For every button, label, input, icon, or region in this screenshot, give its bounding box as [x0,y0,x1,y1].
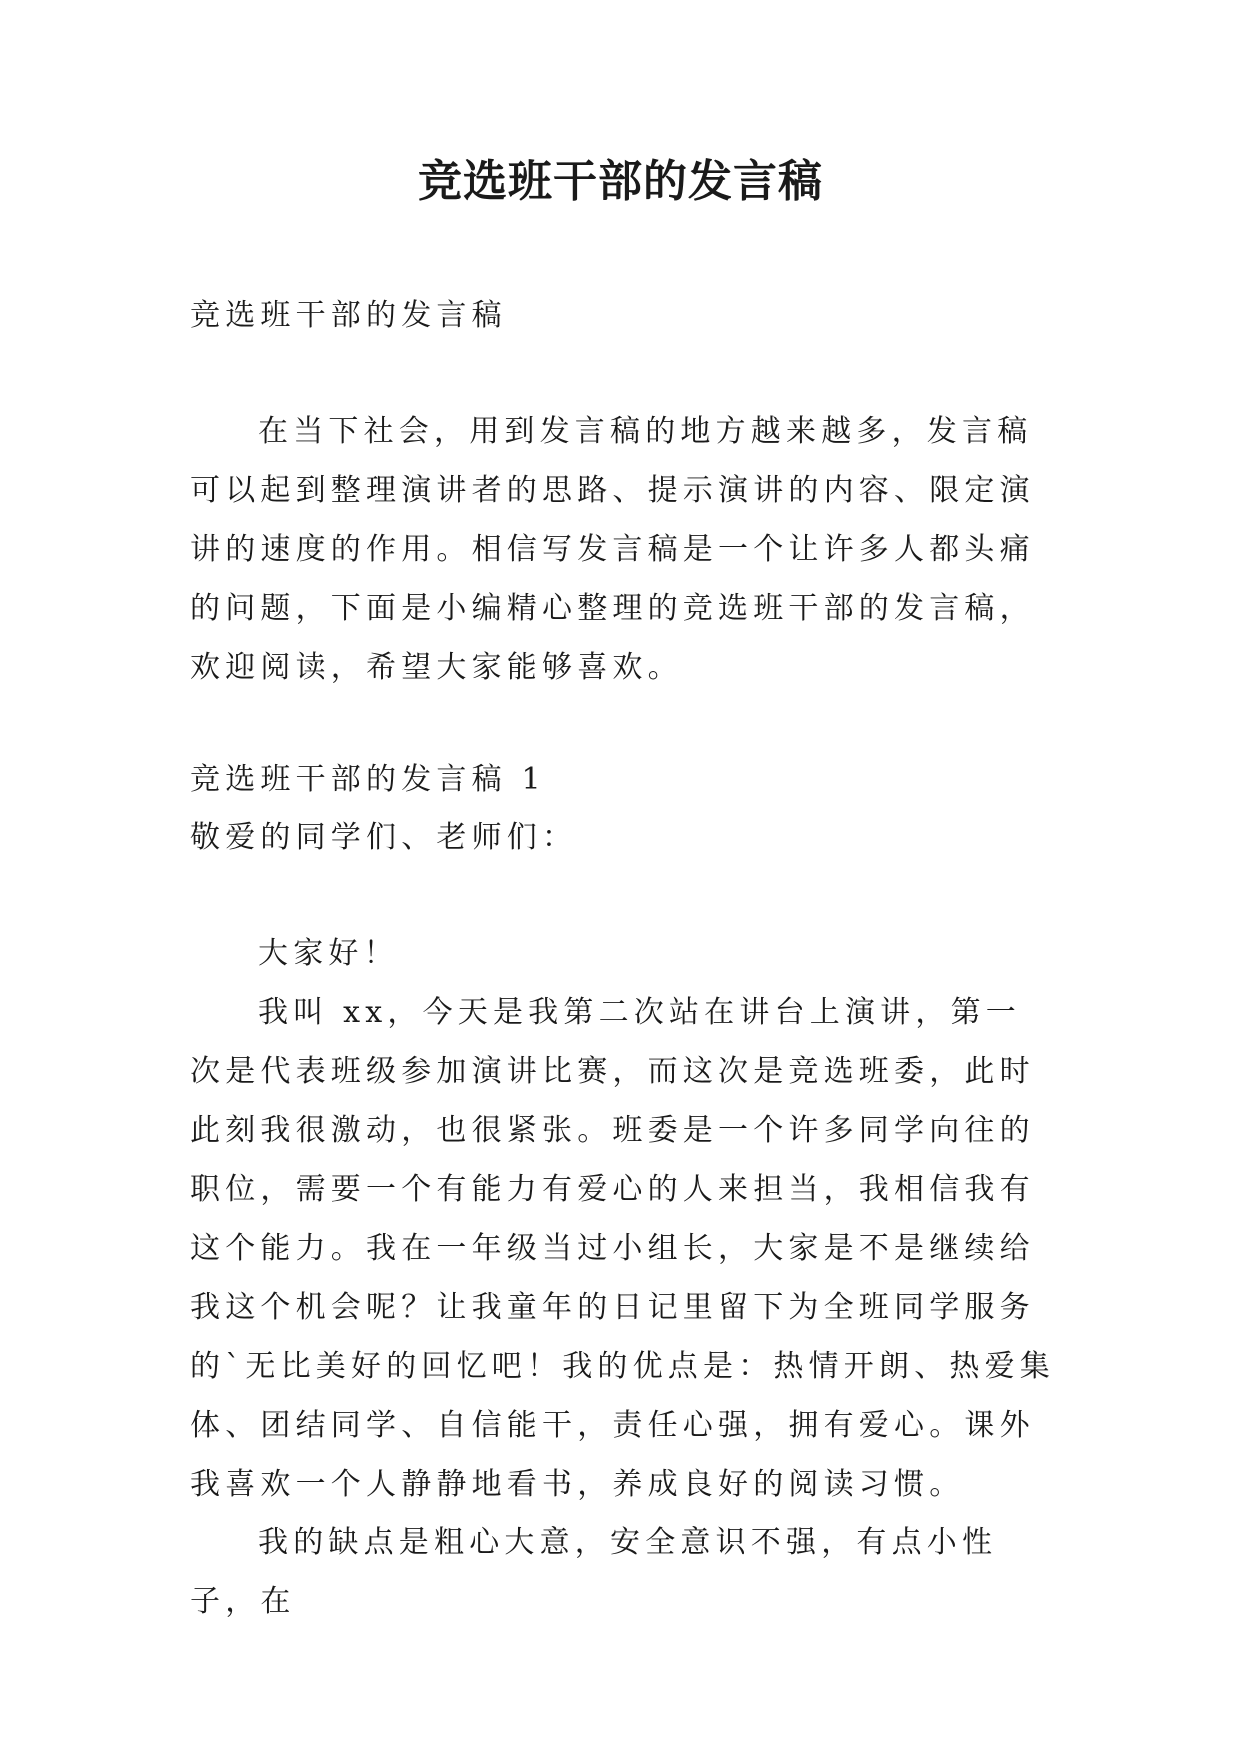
document-subtitle [190,286,1056,345]
speech-title-text: 竞选班干部的发言稿 1 [190,762,546,797]
greeting [190,924,1056,983]
intro-paragraph [190,402,1056,697]
body-paragraph-2 [190,1513,1056,1631]
speech-heading [190,750,1056,809]
salutation-text: 敬爱的同学们、老师们： [190,820,578,855]
document-title: 竞选班干部的发言稿 [418,156,823,207]
subtitle-text: 竞选班干部的发言稿 [190,298,507,333]
intro-text: 在当下社会，用到发言稿的地方越来越多，发言稿可以起到整理演讲者的思路、提示演讲的内容、限定演讲的速度的作用。相信写发言稿是一个让许多人都头痛的问题，下面是小编精心整理的竞选班干部的发言稿，欢迎阅读，希望大家能够喜欢。 [190,414,1035,685]
body-paragraph-1 [190,983,1056,1514]
greeting-text: 大家好！ [258,936,399,971]
salutation [190,808,1056,867]
paragraph-1-text: 我叫 xx，今天是我第二次站在讲台上演讲，第一次是代表班级参加演讲比赛，而这次是竞选班委，此时此刻我很激动，也很紧张。班委是一个许多同学向往的职位，需要一个有能力有爱心的人来担当，我相信我有这个能力。我在一年级当过小组长，大家是不是继续给我这个机会呢？让我童年的日记里留下为全班同学服务的`无比美好的回忆吧！我的优点是：热情开朗、热爱集体、团结同学、自信能干，责任心强，拥有爱心。课外我喜欢一个人静静地看书，养成良好的阅读习惯。 [190,995,1055,1502]
paragraph-2-text: 我的缺点是粗心大意，安全意识不强，有点小性子，在 [190,1525,998,1619]
